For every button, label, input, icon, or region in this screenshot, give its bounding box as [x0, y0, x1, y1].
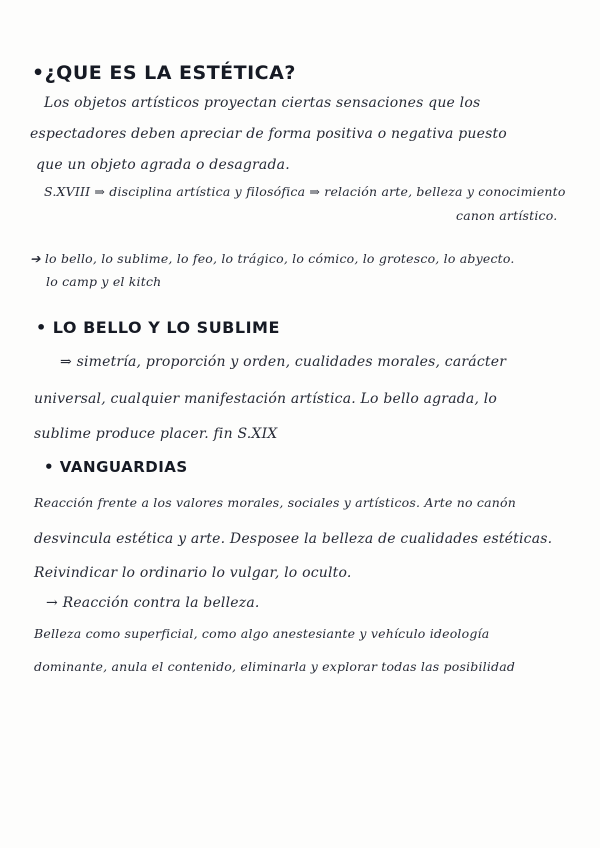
text-line: S.XVIII ⇒ disciplina artística y filosófica ⇒ relación arte, belleza y conocimiento — [44, 184, 566, 199]
text-line: Belleza como superficial, como algo anestesiante y vehículo ideología — [34, 626, 490, 641]
heading-vanguardias: • VANGUARDIAS — [44, 458, 188, 476]
heading-que-es-la-estetica: •¿QUE ES LA ESTÉTICA? — [32, 62, 296, 84]
text-line: Reivindicar lo ordinario lo vulgar, lo oculto. — [34, 565, 352, 581]
text-line: → Reacción contra la belleza. — [46, 595, 260, 611]
text-line: espectadores deben apreciar de forma positiva o negativa puesto — [30, 126, 507, 142]
text-line: universal, cualquier manifestación artística. Lo bello agrada, lo — [34, 391, 498, 407]
arrow-list-line: ➔ lo bello, lo sublime, lo feo, lo trágico, lo cómico, lo grotesco, lo abyecto. — [30, 251, 515, 266]
text-line: canon artístico. — [456, 208, 558, 223]
arrow-list-line: lo camp y el kitch — [46, 274, 162, 289]
text-line: desvincula estética y arte. Desposee la belleza de cualidades estéticas. — [34, 531, 553, 547]
text-line: sublime produce placer. fin S.XIX — [34, 426, 278, 442]
heading-lo-bello-y-lo-sublime: • LO BELLO Y LO SUBLIME — [36, 318, 280, 337]
text-line: que un objeto agrada o desagrada. — [36, 157, 290, 173]
text-line: Los objetos artísticos proyectan ciertas sensaciones que los — [44, 95, 481, 111]
text-line: ⇒ simetría, proporción y orden, cualidades morales, carácter — [60, 354, 507, 370]
text-line: Reacción frente a los valores morales, sociales y artísticos. Arte no canón — [34, 495, 516, 510]
text-line: dominante, anula el contenido, eliminarla y explorar todas las posibilidad — [34, 659, 516, 674]
